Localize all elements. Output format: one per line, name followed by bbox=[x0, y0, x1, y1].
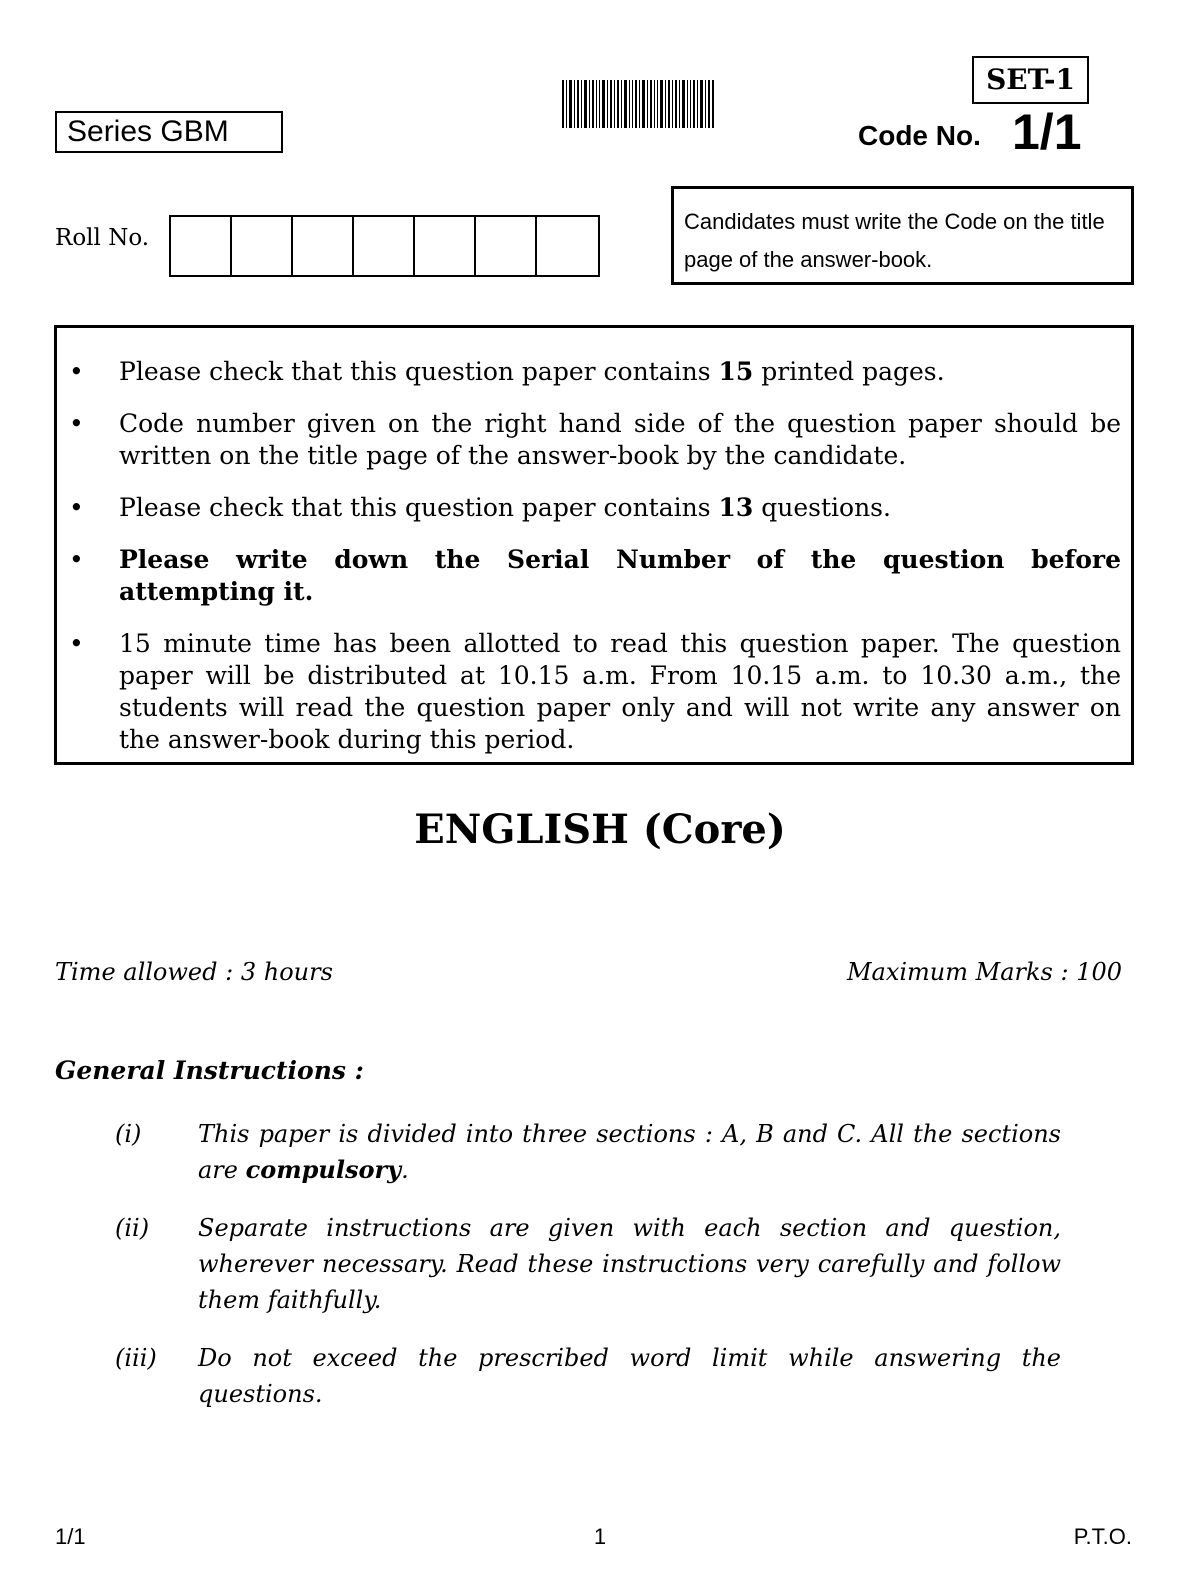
roll-number-label: Roll No. bbox=[55, 225, 150, 251]
instruction-text bbox=[119, 356, 1121, 388]
footer-code: 1/1 bbox=[55, 1524, 86, 1549]
roll-number-cell bbox=[537, 217, 598, 275]
time-allowed: Time allowed : 3 hours bbox=[55, 958, 333, 986]
bullet-icon: • bbox=[69, 409, 84, 438]
general-instruction-number: (i) bbox=[115, 1120, 142, 1148]
instruction-text-post: questions. bbox=[753, 493, 891, 522]
instruction-text bbox=[119, 408, 1121, 472]
general-instruction-number: (ii) bbox=[115, 1214, 150, 1242]
bullet-icon: • bbox=[69, 493, 84, 522]
roll-number-cell bbox=[476, 217, 537, 275]
page-number: 1 bbox=[593, 1524, 607, 1549]
instruction-text-post: printed pages. bbox=[753, 357, 945, 386]
code-value: 1/1 bbox=[1012, 104, 1082, 160]
general-instruction-item bbox=[115, 1340, 1061, 1412]
general-instruction-text-bold: compulsory bbox=[245, 1155, 402, 1184]
instruction-text-pre: 15 minute time has been allotted to read this question paper. The question paper will be distributed at 10.15 a.m. From 10.15 a.m. to 10.30 a.m., the students will read the question paper only and will not write any answer on the answer-book during this period. bbox=[119, 629, 1121, 754]
code-label: Code No. bbox=[858, 120, 981, 151]
roll-number-cell bbox=[354, 217, 415, 275]
general-instruction-text bbox=[198, 1210, 1061, 1318]
instruction-text-pre: Code number given on the right hand side of the question paper should be written on the title page of the answer-book by the candidate. bbox=[119, 409, 1121, 470]
roll-number-boxes bbox=[169, 215, 600, 277]
instruction-text-bold: 15 bbox=[718, 357, 754, 386]
paper-title: ENGLISH (Core) bbox=[414, 806, 786, 853]
general-instruction-text-pre: Do not exceed the prescribed word limit while answering the questions. bbox=[198, 1344, 1061, 1408]
bullet-icon: • bbox=[69, 545, 84, 574]
instruction-item bbox=[67, 492, 1121, 524]
general-instruction-item bbox=[115, 1210, 1061, 1318]
series-label: Series GBM bbox=[55, 111, 283, 153]
set-label: SET-1 bbox=[972, 56, 1089, 104]
general-instruction-text bbox=[198, 1340, 1061, 1412]
general-instruction-text-post: . bbox=[401, 1156, 409, 1184]
instruction-text-bold: Please write down the Serial Number of the question before attempting it. bbox=[119, 545, 1121, 606]
general-instructions-list bbox=[115, 1116, 1061, 1434]
maximum-marks: Maximum Marks : 100 bbox=[846, 958, 1122, 986]
roll-number-cell bbox=[171, 217, 232, 275]
roll-number-cell bbox=[293, 217, 354, 275]
barcode bbox=[562, 80, 714, 128]
general-instruction-text bbox=[198, 1116, 1061, 1188]
instruction-item bbox=[67, 544, 1121, 608]
instruction-item bbox=[67, 356, 1121, 388]
instruction-text bbox=[119, 492, 1121, 524]
instruction-text-pre: Please check that this question paper contains bbox=[119, 493, 719, 522]
bullet-icon: • bbox=[69, 357, 84, 386]
roll-number-cell bbox=[415, 217, 476, 275]
instruction-item bbox=[67, 628, 1121, 756]
general-instruction-item bbox=[115, 1116, 1061, 1188]
instruction-text bbox=[119, 544, 1121, 608]
candidate-code-note: Candidates must write the Code on the title page of the answer-book. bbox=[671, 186, 1134, 285]
instruction-item bbox=[67, 408, 1121, 472]
pto-label: P.T.O. bbox=[1073, 1524, 1132, 1549]
roll-number-cell bbox=[232, 217, 293, 275]
instruction-text bbox=[119, 628, 1121, 756]
instruction-text-pre: Please check that this question paper contains bbox=[119, 357, 719, 386]
general-instruction-text-pre: Separate instructions are given with each section and question, wherever necessary. Read these instructions very carefully and follow them faithfully. bbox=[198, 1214, 1061, 1314]
bullet-icon: • bbox=[69, 629, 84, 658]
general-instruction-number: (iii) bbox=[115, 1344, 157, 1372]
instruction-text-bold: 13 bbox=[718, 493, 754, 522]
general-instructions-heading: General Instructions : bbox=[55, 1056, 364, 1085]
general-instruction-text-pre: This paper is divided into three sections : A, B and C. All the sections are bbox=[198, 1120, 1061, 1184]
instructions-box bbox=[54, 325, 1134, 765]
